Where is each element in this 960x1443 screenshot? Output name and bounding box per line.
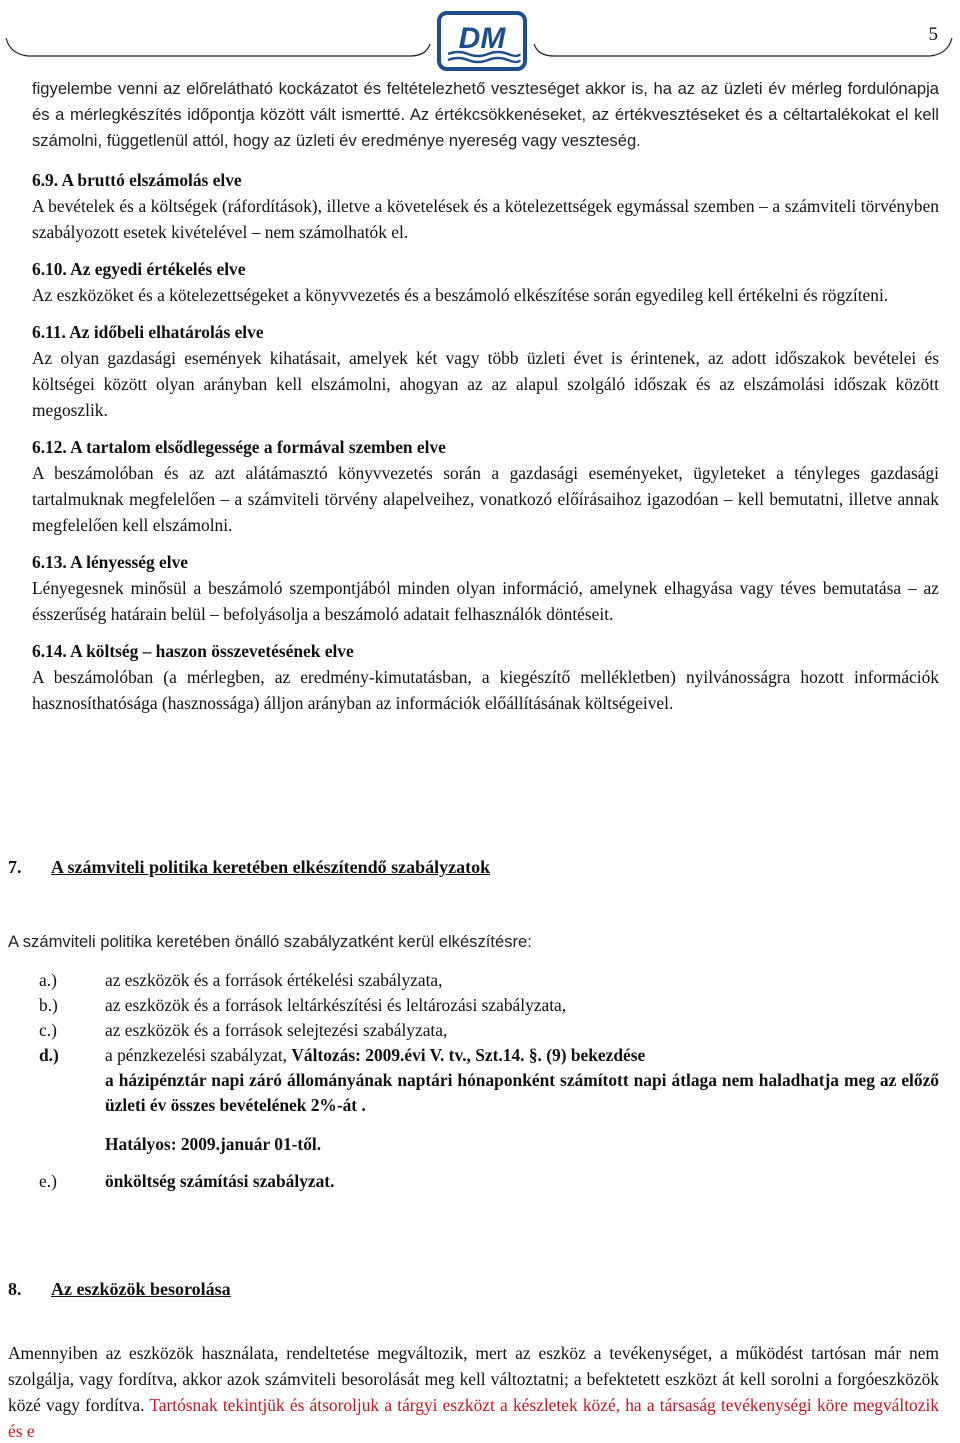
chapter-7-heading: [8, 857, 490, 878]
section-title-6-10: 6.10. Az egyedi értékelés elve: [32, 259, 246, 279]
chapter-7-number: 7.: [8, 857, 22, 877]
principles-section: [32, 76, 939, 716]
section-body-6-13: Lényegesnek minősül a beszámoló szempontjából minden olyan információ, amelynek elhagyása vagy téves bemutatása – az ésszerűség határain belül – befolyásolja a beszámoló adatait felhasználók döntéseit.: [32, 578, 939, 624]
chapter-8-title: Az eszközök besorolása: [51, 1279, 231, 1299]
list-item: a.) az eszközök és a források értékelési szabályzata,: [39, 970, 443, 990]
list-item-d: d.) a pénzkezelési szabályzat, Változás: 2009.évi V. tv., Szt.14. §. (9) bekezdése a házipénztár napi záró állományának naptári hónaponként számított napi átlaga nem haladhatja meg az előző üzleti év összes bevételének 2%-át . Hatályos: 2009.január 01-től.: [39, 1043, 939, 1157]
intro-paragraph: figyelembe venni az előrelátható kockázatot és feltételezhető veszteséget akkor is, ha az az üzleti év mérleg fordulónapja és a mérlegkészítés időpontja között vált ismertté. Az értékcsökkenéseket, az értékvesztéseket és a céltartalékokat el kell számolni, függetlenül attól, hogy az üzleti év eredménye nyereség vagy veszteség.: [32, 79, 939, 150]
section-title-6-14: 6.14. A költség – haszon összevetésének elve: [32, 641, 354, 661]
section-title-6-9: 6.9. A bruttó elszámolás elve: [32, 170, 242, 190]
item-d-amendment: Változás: 2009.évi V. tv., Szt.14. §. (9) bekezdése: [291, 1045, 646, 1065]
chapter-8-heading: [8, 1279, 231, 1300]
page-number: 5: [928, 24, 938, 45]
company-logo: [436, 10, 528, 72]
item-d-effective: Hatályos: 2009.január 01-től.: [105, 1134, 322, 1154]
section-body-6-11: Az olyan gazdasági események kihatásait, amelyek két vagy több üzleti évet is érintenek, az adott időszakok bevételei és költségei között olyan arányban kell elszámolni, ahogyan az az alapul szolgáló időszak és az elszámolási időszak között megoszlik.: [32, 348, 939, 420]
section-title-6-11: 6.11. Az időbeli elhatárolás elve: [32, 322, 264, 342]
highlighted-text: Tartósnak tekintjük és átsoroljuk a tárgyi eszközt a készletek közé, ha a társaság tevékenységi köre megváltozik és e: [8, 1395, 939, 1441]
section-body-6-10: Az eszközöket és a kötelezettségeket a könyvvezetés és a beszámoló elkészítése során egyedileg kell értékelni és rögzíteni.: [32, 285, 889, 305]
item-d-text: a pénzkezelési szabályzat,: [105, 1045, 292, 1065]
chapter-7-title: A számviteli politika keretében elkészítendő szabályzatok: [51, 857, 491, 877]
regulation-list: [39, 968, 939, 1194]
chapter-8-number: 8.: [8, 1279, 22, 1299]
section-title-6-13: 6.13. A lényesség elve: [32, 552, 189, 572]
section-body-6-14: A beszámolóban (a mérlegben, az eredmény-kimutatásban, a kiegészítő mellékletben) nyilvánosságra hozott információk hasznosíthatósága (hasznossága) álljon arányban az információk előállításának költségeivel.: [32, 667, 939, 713]
svg-text:DM: DM: [458, 22, 506, 55]
list-item-e: e.) önköltség számítási szabályzat.: [39, 1171, 335, 1191]
item-d-note: a házipénztár napi záró állományának naptári hónaponként számított napi átlaga nem haladhatja meg az előző üzleti év összes bevételének 2%-át .: [105, 1070, 939, 1115]
chapter-8-body: Amennyiben az eszközök használata, rendeltetése megváltozik, mert az eszköz a tevékenységet, a működést tartósan már nem szolgálja, vagy fordítva, akkor azok számviteli besorolását meg kell változtatni; a befektetett eszközt át kell sorolni a forgóeszközök közé vagy fordítva. Tartósnak tekintjük és átsoroljuk a tárgyi eszközt a készletek közé, ha a társaság tevékenységi köre megváltozik és e: [8, 1343, 939, 1441]
section-title-6-12: 6.12. A tartalom elsődlegessége a formával szemben elve: [32, 437, 446, 457]
section-body-6-12: A beszámolóban és az azt alátámasztó könyvvezetés során a gazdasági eseményeket, ügyleteket a tényleges gazdasági tartalmuknak megfelelően – a számviteli törvény alapelveihez, vonatkozó előírásaihoz igazodóan – kell bemutatni, illetve annak megfelelően kell elszámolni.: [32, 463, 939, 535]
list-item: c.) az eszközök és a források selejtezési szabályzata,: [39, 1020, 448, 1040]
list-item: b.) az eszközök és a források leltárkészítési és leltározási szabályzata,: [39, 995, 567, 1015]
chapter-7-lead: A számviteli politika keretében önálló szabályzatként kerül elkészítésre:: [8, 932, 532, 951]
section-body-6-9: A bevételek és a költségek (ráfordítások), illetve a követelések és a kötelezettségek egymással szemben – a számviteli törvényben szabályozott esetek kivételével – nem számolhatók el.: [32, 196, 939, 242]
